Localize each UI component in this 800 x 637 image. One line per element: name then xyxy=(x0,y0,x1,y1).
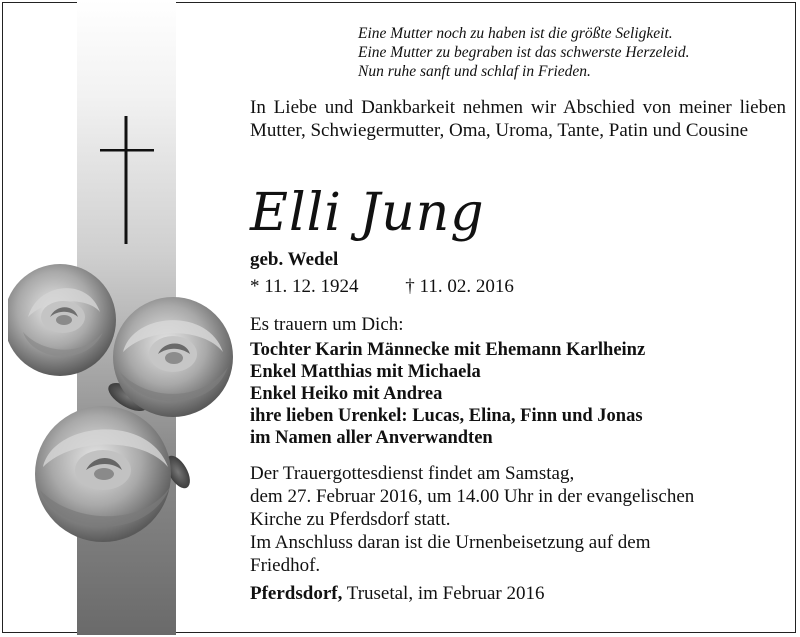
signature-line xyxy=(250,583,544,605)
deceased-name: Elli Jung xyxy=(250,183,485,243)
poem-line: Nun ruhe sanft und schlaf in Frieden. xyxy=(358,63,591,80)
intro-text: In Liebe und Dankbarkeit nehmen wir Abschied von meiner lieben Mutter, Schwiegermutter, Oma, Uroma, Tante, Patin und Cousine xyxy=(250,97,786,141)
life-dates xyxy=(250,276,514,298)
service-line: Der Trauergottesdienst findet am Samstag, xyxy=(250,463,575,484)
signature-rest: Trusetal, im Februar 2016 xyxy=(342,583,545,604)
service-line: dem 27. Februar 2016, um 14.00 Uhr in der evangelischen xyxy=(250,486,695,507)
poem xyxy=(358,24,778,81)
poem-line: Eine Mutter noch zu haben ist die größte Seligkeit. xyxy=(358,25,673,42)
service-line: Kirche zu Pferdsdorf statt. xyxy=(250,509,451,530)
mourners-list xyxy=(250,339,645,449)
mourner-line: Enkel Matthias mit Michaela xyxy=(250,362,481,382)
mourners-heading: Es trauern um Dich: xyxy=(250,314,404,335)
signature-place: Pferdsdorf, xyxy=(250,583,343,604)
service-info xyxy=(250,462,790,577)
mourner-line: im Namen aller Anverwandten xyxy=(250,428,493,448)
maiden-name: geb. Wedel xyxy=(250,249,339,270)
cross-icon xyxy=(100,116,154,244)
service-line: Im Anschluss daran ist die Urnenbeisetzung auf dem xyxy=(250,532,651,553)
roses-image xyxy=(8,262,248,552)
poem-line: Eine Mutter zu begraben ist das schwerste Herzeleid. xyxy=(358,44,690,61)
service-line: Friedhof. xyxy=(250,555,321,576)
mourner-line: Enkel Heiko mit Andrea xyxy=(250,384,443,404)
birth-date: * 11. 12. 1924 xyxy=(250,276,359,297)
mourner-line: ihre lieben Urenkel: Lucas, Elina, Finn und Jonas xyxy=(250,406,643,426)
mourner-line: Tochter Karin Männecke mit Ehemann Karlheinz xyxy=(250,340,646,360)
death-date: † 11. 02. 2016 xyxy=(405,276,514,297)
